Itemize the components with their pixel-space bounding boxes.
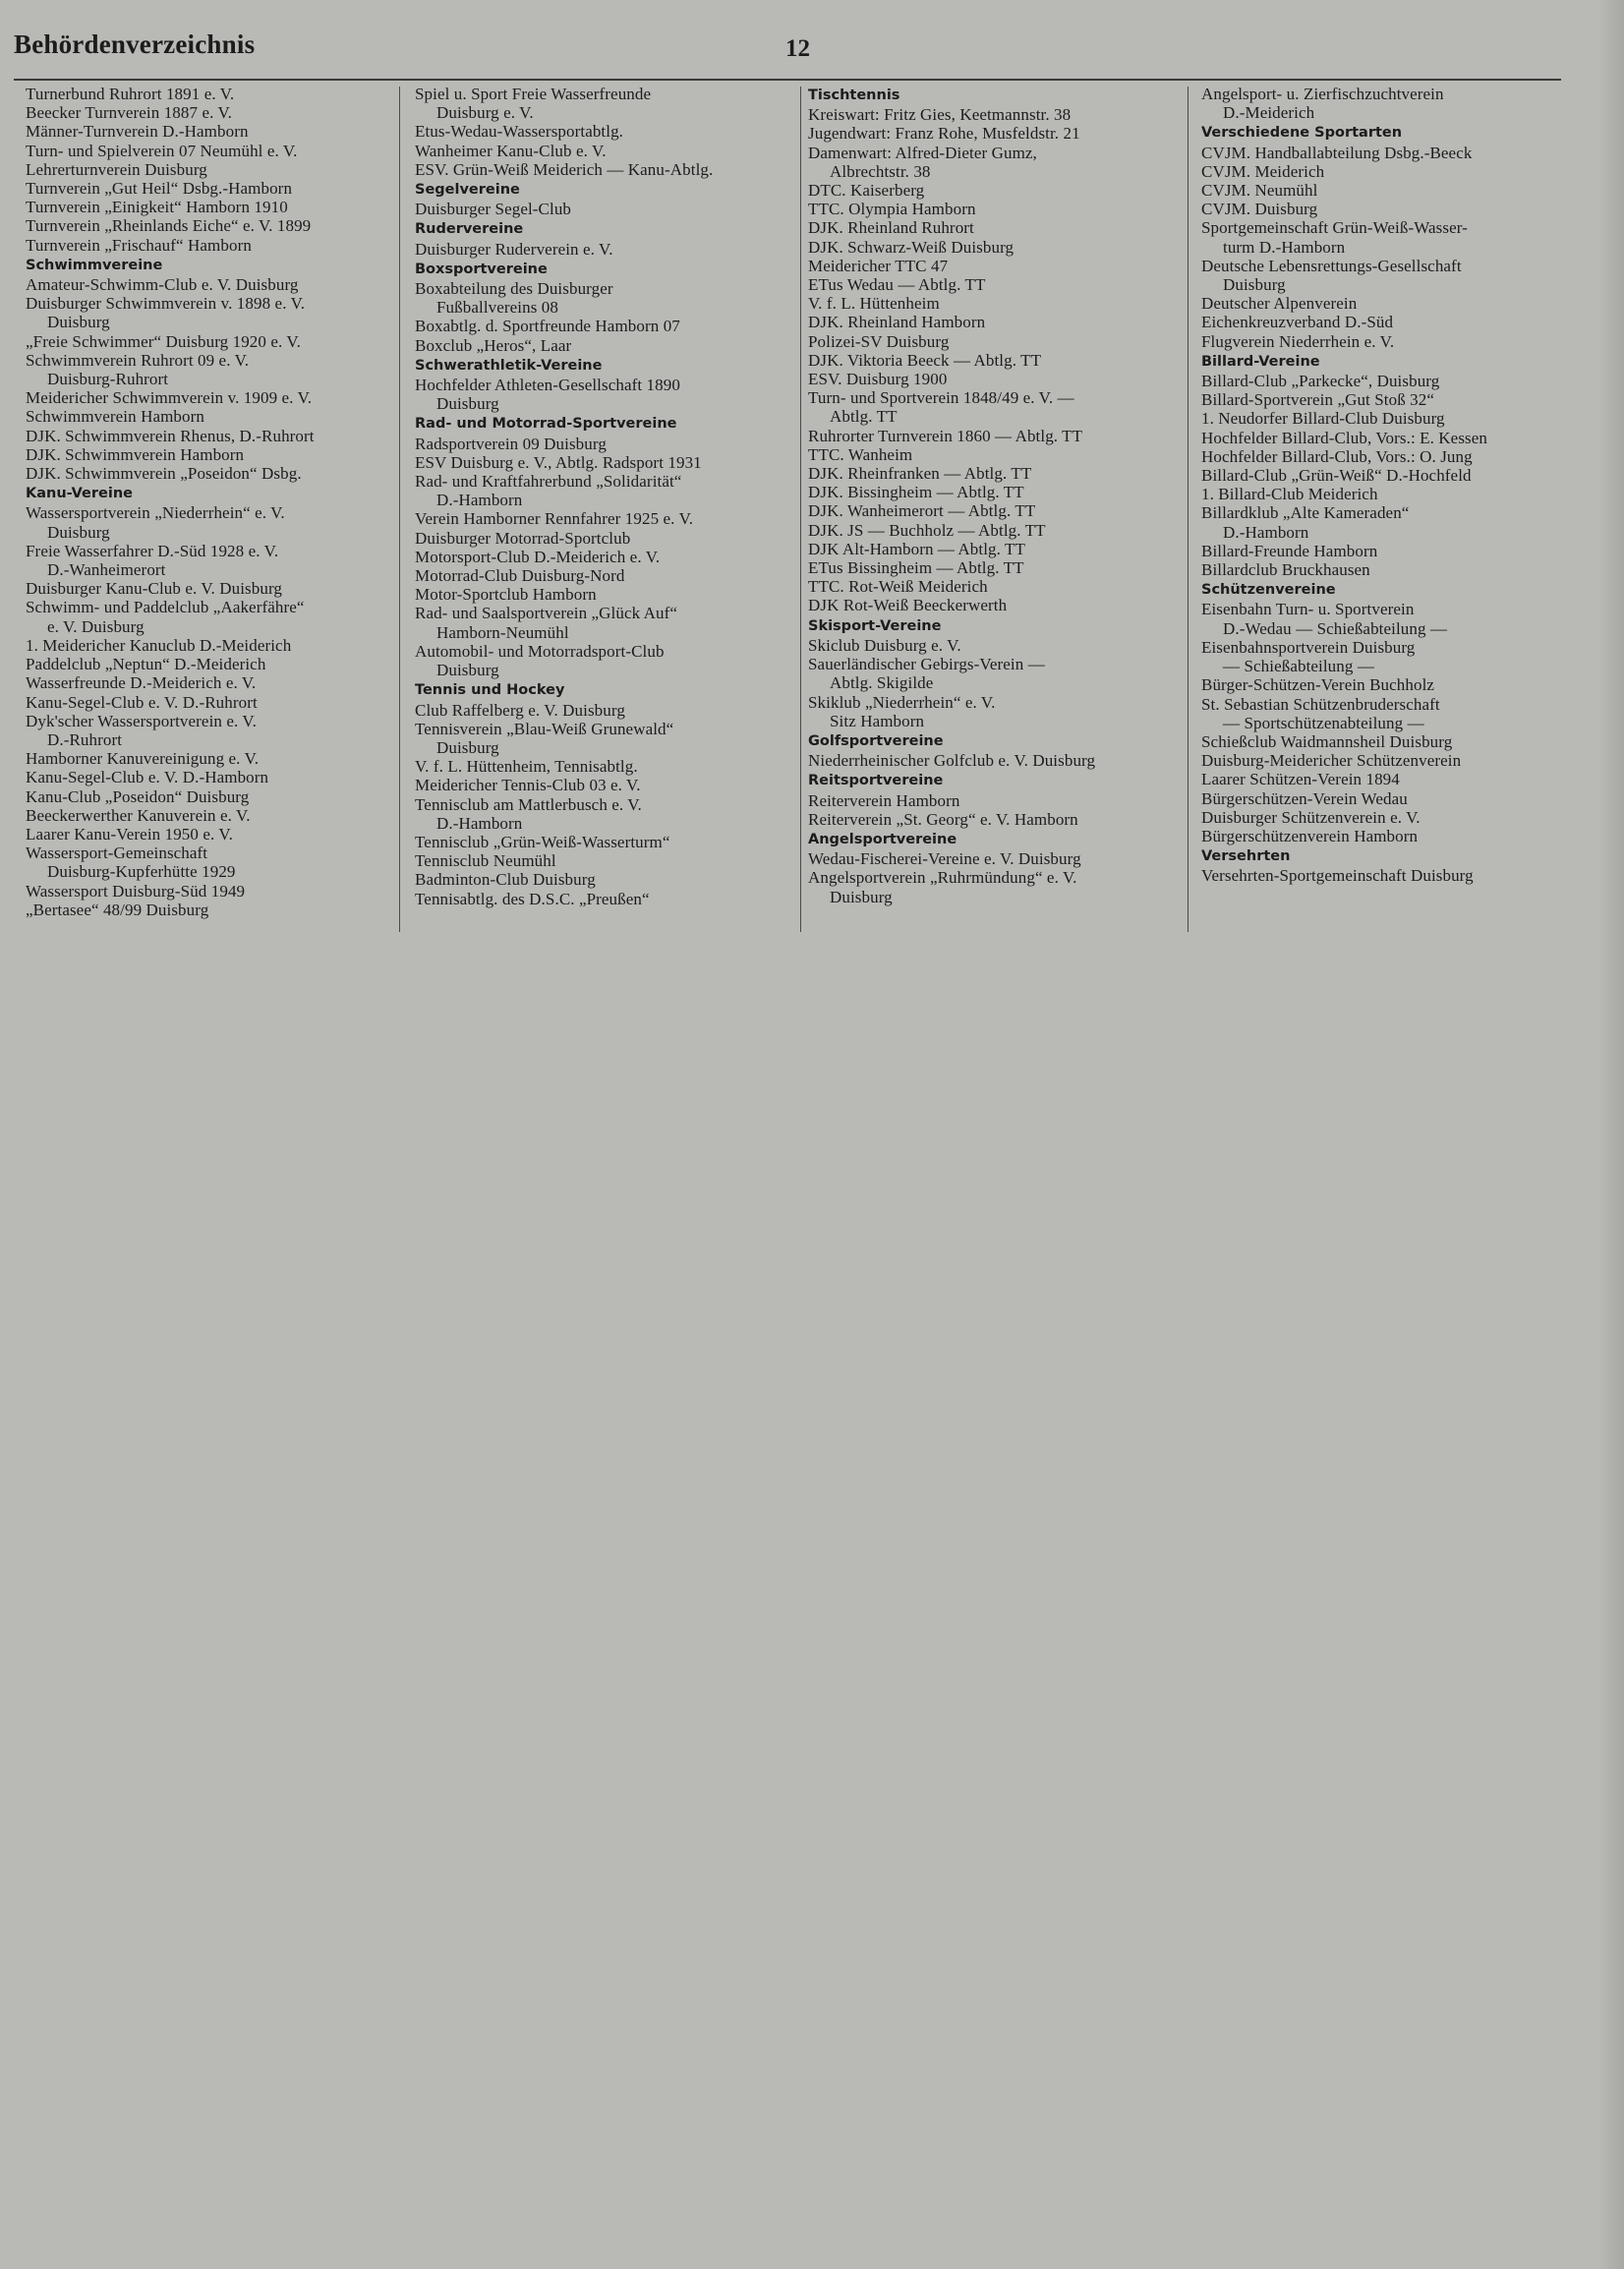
page-title: Behördenverzeichnis <box>14 29 256 59</box>
directory-entry: — Schießabteilung — <box>1223 657 1374 676</box>
directory-entry: Turnverein „Rheinlands Eiche“ e. V. 1899 <box>26 216 312 236</box>
directory-entry: Verein Hamborner Rennfahrer 1925 e. V. <box>415 509 694 529</box>
section-heading: Segelvereine <box>415 182 520 199</box>
directory-entry: Skiklub „Niederrhein“ e. V. <box>808 692 996 712</box>
directory-entry: Duisburg <box>1223 275 1286 295</box>
directory-entry: Beeckerwerther Kanuverein e. V. <box>26 805 251 825</box>
directory-entry: Meidericher TTC 47 <box>808 256 949 275</box>
directory-entry: Turnverein „Gut Heil“ Dsbg.-Hamborn <box>26 179 293 199</box>
directory-entry: Duisburger Kanu-Club e. V. Duisburg <box>26 579 283 599</box>
directory-entry: — Sportschützenabteilung — <box>1223 713 1424 732</box>
directory-entry: Bürger-Schützen-Verein Buchholz <box>1201 675 1435 695</box>
section-heading: Schwerathletik-Vereine <box>415 357 603 374</box>
directory-entry: D.-Ruhrort <box>47 729 123 749</box>
section-heading: Rudervereine <box>415 221 524 238</box>
directory-entry: Billard-Sportverein „Gut Stoß 32“ <box>1201 390 1435 410</box>
directory-entry: Paddelclub „Neptun“ D.-Meiderich <box>26 655 266 674</box>
directory-entry: Kanu-Segel-Club e. V. D.-Ruhrort <box>26 692 258 712</box>
directory-entry: Wassersport Duisburg-Süd 1949 <box>26 881 246 901</box>
directory-entry: Versehrten-Sportgemeinschaft Duisburg <box>1201 866 1474 886</box>
directory-entry: DJK. Rheinland Ruhrort <box>808 218 974 238</box>
directory-entry: D.-Wanheimerort <box>47 560 166 580</box>
directory-entry: Fußballvereins 08 <box>436 298 558 318</box>
directory-entry: V. f. L. Hüttenheim <box>808 294 940 314</box>
directory-entry: Duisburg-Meidericher Schützenverein <box>1201 751 1462 771</box>
directory-entry: Abtlg. TT <box>830 407 898 427</box>
directory-entry: Duisburg-Ruhrort <box>47 370 169 389</box>
directory-entry: Tennisclub „Grün-Weiß-Wasserturm“ <box>415 832 670 851</box>
directory-entry: Billard-Freunde Hamborn <box>1201 541 1378 560</box>
directory-entry: Damenwart: Alfred-Dieter Gumz, <box>808 143 1037 162</box>
section-heading: Schwimmvereine <box>26 257 163 273</box>
directory-entry: Sportgemeinschaft Grün-Weiß-Wasser- <box>1201 218 1468 238</box>
directory-entry: Meidericher Schwimmverein v. 1909 e. V. <box>26 388 313 408</box>
directory-entry: Wanheimer Kanu-Club e. V. <box>415 141 607 160</box>
directory-entry: Beecker Turnverein 1887 e. V. <box>26 103 233 123</box>
directory-entry: Reiterverein Hamborn <box>808 790 960 810</box>
directory-entry: CVJM. Neumühl <box>1201 181 1318 201</box>
directory-entry: Bürgerschützenverein Hamborn <box>1201 826 1419 845</box>
directory-entry: Duisburg <box>830 887 893 906</box>
directory-entry: Radsportverein 09 Duisburg <box>415 434 607 453</box>
directory-entry: ETus Wedau — Abtlg. TT <box>808 275 986 295</box>
directory-entry: Hamborn-Neumühl <box>436 622 569 642</box>
directory-entry: Motorrad-Club Duisburg-Nord <box>415 566 625 586</box>
directory-column-1 <box>26 85 409 919</box>
directory-entry: turm D.-Hamborn <box>1223 237 1346 257</box>
directory-entry: Rad- und Kraftfahrerbund „Solidarität“ <box>415 472 682 492</box>
directory-entry: Angelsport- u. Zierfischzuchtverein <box>1201 85 1444 103</box>
directory-entry: DJK Rot-Weiß Beeckerwerth <box>808 596 1008 615</box>
section-heading: Reitsportvereine <box>808 773 944 789</box>
directory-entry: Laarer Schützen-Verein 1894 <box>1201 770 1400 789</box>
directory-entry: D.-Hamborn <box>436 491 523 510</box>
directory-entry: Deutsche Lebensrettungs-Gesellschaft <box>1201 256 1462 275</box>
directory-entry: Turnverein „Frischauf“ Hamborn <box>26 235 252 255</box>
directory-entry: ESV. Grün-Weiß Meiderich — Kanu-Abtlg. <box>415 159 714 179</box>
directory-entry: Tennisverein „Blau-Weiß Grunewald“ <box>415 719 674 738</box>
directory-entry: ESV. Duisburg 1900 <box>808 370 948 389</box>
directory-entry: Duisburg <box>436 394 499 414</box>
directory-entry: Deutscher Alpenverein <box>1201 294 1358 314</box>
directory-entry: St. Sebastian Schützenbruderschaft <box>1201 694 1440 714</box>
directory-entry: V. f. L. Hüttenheim, Tennisabtlg. <box>415 757 638 777</box>
directory-entry: Automobil- und Motorradsport-Club <box>415 641 665 661</box>
directory-entry: Motor-Sportclub Hamborn <box>415 585 597 605</box>
directory-entry: Billardclub Bruckhausen <box>1201 560 1370 580</box>
directory-entry: Motorsport-Club D.-Meiderich e. V. <box>415 547 661 566</box>
directory-entry: TTC. Olympia Hamborn <box>808 200 976 219</box>
paper-edge <box>1598 0 1624 2269</box>
directory-entry: Flugverein Niederrhein e. V. <box>1201 331 1395 351</box>
directory-entry: Tennisabtlg. des D.S.C. „Preußen“ <box>415 889 650 908</box>
directory-column-4 <box>1201 85 1575 886</box>
directory-entry: Schwimmverein Hamborn <box>26 407 204 427</box>
column-divider <box>1188 87 1189 932</box>
section-heading: Schützenvereine <box>1201 582 1336 599</box>
directory-entry: Hochfelder Billard-Club, Vors.: O. Jung <box>1201 446 1473 466</box>
directory-entry: DJK. Viktoria Beeck — Abtlg. TT <box>808 350 1042 370</box>
directory-entry: Polizei-SV Duisburg <box>808 331 950 351</box>
directory-entry: Turnverein „Einigkeit“ Hamborn 1910 <box>26 198 288 217</box>
directory-entry: Niederrheinischer Golfclub e. V. Duisburg <box>808 751 1096 771</box>
directory-entry: Duisburger Ruderverein e. V. <box>415 239 613 259</box>
directory-entry: Billard-Club „Parkecke“, Duisburg <box>1201 372 1440 391</box>
section-heading: Rad- und Motorrad-Sportvereine <box>415 416 677 433</box>
directory-entry: Turn- und Sportverein 1848/49 e. V. — <box>808 388 1074 408</box>
directory-entry: Turn- und Spielverein 07 Neumühl e. V. <box>26 141 298 160</box>
directory-entry: Boxabtlg. d. Sportfreunde Hamborn 07 <box>415 317 680 336</box>
directory-entry: Boxclub „Heros“, Laar <box>415 335 572 355</box>
directory-entry: Boxabteilung des Duisburger <box>415 279 613 299</box>
directory-entry: 1. Neudorfer Billard-Club Duisburg <box>1201 409 1445 429</box>
directory-entry: Duisburg e. V. <box>436 103 534 123</box>
directory-entry: DJK. Rheinfranken — Abtlg. TT <box>808 464 1032 484</box>
directory-entry: Männer-Turnverein D.-Hamborn <box>26 122 249 142</box>
directory-entry: Jugendwart: Franz Rohe, Musfeldstr. 21 <box>808 124 1080 144</box>
directory-entry: Hochfelder Billard-Club, Vors.: E. Kessen <box>1201 428 1488 447</box>
section-heading: Tennis und Hockey <box>415 682 565 699</box>
directory-entry: Amateur-Schwimm-Club e. V. Duisburg <box>26 275 299 295</box>
directory-entry: Duisburg <box>47 313 110 332</box>
directory-entry: Duisburger Schützenverein e. V. <box>1201 807 1421 827</box>
directory-entry: Laarer Kanu-Verein 1950 e. V. <box>26 824 233 844</box>
section-heading: Tischtennis <box>808 87 900 103</box>
directory-entry: Wedau-Fischerei-Vereine e. V. Duisburg <box>808 849 1081 869</box>
directory-entry: Duisburger Schwimmverein v. 1898 e. V. <box>26 294 306 314</box>
directory-entry: DJK. Bissingheim — Abtlg. TT <box>808 483 1024 502</box>
directory-entry: Skiclub Duisburg e. V. <box>808 635 961 655</box>
page-number: 12 <box>785 35 810 62</box>
section-heading: Angelsportvereine <box>808 831 957 847</box>
column-divider <box>800 87 801 932</box>
directory-entry: Tennisclub Neumühl <box>415 851 556 871</box>
directory-column-2 <box>415 85 798 908</box>
directory-entry: Kreiswart: Fritz Gies, Keetmannstr. 38 <box>808 105 1072 125</box>
directory-entry: Schwimmverein Ruhrort 09 e. V. <box>26 350 250 370</box>
directory-entry: Badminton-Club Duisburg <box>415 870 596 890</box>
directory-entry: Abtlg. Skigilde <box>830 673 934 693</box>
directory-entry: Duisburg <box>436 737 499 757</box>
directory-entry: Angelsportverein „Ruhrmündung“ e. V. <box>808 868 1077 888</box>
directory-entry: „Bertasee“ 48/99 Duisburg <box>26 900 209 919</box>
directory-entry: Spiel u. Sport Freie Wasserfreunde <box>415 85 652 103</box>
directory-entry: DJK. Schwarz-Weiß Duisburg <box>808 237 1015 257</box>
directory-entry: TTC. Wanheim <box>808 444 913 464</box>
directory-entry: Bürgerschützen-Verein Wedau <box>1201 788 1408 808</box>
directory-entry: D.-Wedau — Schießabteilung — <box>1223 618 1448 638</box>
directory-entry: 1. Billard-Club Meiderich <box>1201 485 1378 504</box>
directory-entry: Wassersport-Gemeinschaft <box>26 844 208 863</box>
directory-entry: Sitz Hamborn <box>830 711 925 730</box>
directory-entry: DJK. Wanheimerort — Abtlg. TT <box>808 501 1036 521</box>
directory-entry: Kanu-Club „Poseidon“ Duisburg <box>26 786 250 806</box>
directory-entry: D.-Hamborn <box>1223 522 1309 542</box>
directory-entry: Duisburger Segel-Club <box>415 200 572 219</box>
directory-entry: Eichenkreuzverband D.-Süd <box>1201 313 1394 332</box>
directory-entry: Billard-Club „Grün-Weiß“ D.-Hochfeld <box>1201 466 1472 486</box>
directory-entry: Billardklub „Alte Kameraden“ <box>1201 503 1410 523</box>
directory-entry: Freie Wasserfahrer D.-Süd 1928 e. V. <box>26 541 279 560</box>
directory-entry: DJK Alt-Hamborn — Abtlg. TT <box>808 539 1026 558</box>
directory-entry: DJK. Schwimmverein „Poseidon“ Dsbg. <box>26 464 302 484</box>
directory-entry: DJK. Rheinland Hamborn <box>808 313 986 332</box>
directory-entry: CVJM. Meiderich <box>1201 161 1325 181</box>
directory-entry: Duisburg <box>436 661 499 680</box>
directory-entry: Club Raffelberg e. V. Duisburg <box>415 700 625 720</box>
directory-entry: Ruhrorter Turnverein 1860 — Abtlg. TT <box>808 426 1083 445</box>
section-heading: Versehrten <box>1201 848 1291 865</box>
directory-entry: Schwimm- und Paddelclub „Aakerfähre“ <box>26 598 305 617</box>
directory-entry: Sauerländischer Gebirgs-Verein — <box>808 655 1045 674</box>
directory-entry: Duisburg-Kupferhütte 1929 <box>47 862 236 882</box>
directory-entry: Schießclub Waidmannsheil Duisburg <box>1201 731 1453 751</box>
directory-entry: Wassersportverein „Niederrhein“ e. V. <box>26 503 285 523</box>
directory-entry: TTC. Rot-Weiß Meiderich <box>808 577 988 597</box>
section-heading: Boxsportvereine <box>415 261 548 277</box>
header-rule <box>14 79 1561 81</box>
directory-column-3 <box>808 85 1191 906</box>
directory-entry: Reiterverein „St. Georg“ e. V. Hamborn <box>808 809 1078 829</box>
directory-entry: Etus-Wedau-Wassersportabtlg. <box>415 122 624 142</box>
directory-entry: CVJM. Duisburg <box>1201 200 1318 219</box>
directory-entry: Kanu-Segel-Club e. V. D.-Hamborn <box>26 768 269 787</box>
section-heading: Skisport-Vereine <box>808 617 942 634</box>
directory-entry: Rad- und Saalsportverein „Glück Auf“ <box>415 604 678 623</box>
directory-entry: DTC. Kaiserberg <box>808 181 925 201</box>
directory-entry: Turnerbund Ruhrort 1891 e. V. <box>26 85 235 103</box>
directory-entry: Dyk'scher Wassersportverein e. V. <box>26 711 257 730</box>
section-heading: Billard-Vereine <box>1201 353 1320 370</box>
directory-entry: Eisenbahn Turn- u. Sportverein <box>1201 600 1415 619</box>
column-divider <box>399 87 400 932</box>
directory-entry: Hamborner Kanuvereinigung e. V. <box>26 749 260 769</box>
directory-entry: DJK. Schwimmverein Rhenus, D.-Ruhrort <box>26 426 315 445</box>
directory-entry: Tennisclub am Mattlerbusch e. V. <box>415 794 642 814</box>
directory-entry: Eisenbahnsportverein Duisburg <box>1201 637 1416 657</box>
directory-entry: ESV Duisburg e. V., Abtlg. Radsport 1931 <box>415 452 702 472</box>
directory-entry: Albrechtstr. 38 <box>830 161 931 181</box>
directory-entry: ETus Bissingheim — Abtlg. TT <box>808 558 1024 578</box>
directory-entry: e. V. Duisburg <box>47 616 145 636</box>
directory-entry: CVJM. Handballabteilung Dsbg.-Beeck <box>1201 143 1473 162</box>
directory-entry: Wasserfreunde D.-Meiderich e. V. <box>26 673 257 693</box>
directory-entry: Lehrerturnverein Duisburg <box>26 159 207 179</box>
directory-entry: DJK. Schwimmverein Hamborn <box>26 444 245 464</box>
directory-entry: D.-Meiderich <box>1223 103 1315 123</box>
section-heading: Kanu-Vereine <box>26 486 134 502</box>
directory-entry: Duisburger Motorrad-Sportclub <box>415 528 631 548</box>
section-heading: Verschiedene Sportarten <box>1201 125 1403 142</box>
directory-entry: Duisburg <box>47 522 110 542</box>
directory-entry: DJK. JS — Buchholz — Abtlg. TT <box>808 520 1046 540</box>
page-header <box>14 29 1561 69</box>
section-heading: Golfsportvereine <box>808 732 944 749</box>
directory-entry: Hochfelder Athleten-Gesellschaft 1890 <box>415 376 680 395</box>
directory-entry: 1. Meidericher Kanuclub D.-Meiderich <box>26 635 292 655</box>
directory-entry: „Freie Schwimmer“ Duisburg 1920 e. V. <box>26 331 301 351</box>
directory-entry: D.-Hamborn <box>436 813 523 833</box>
directory-entry: Meidericher Tennis-Club 03 e. V. <box>415 776 641 795</box>
